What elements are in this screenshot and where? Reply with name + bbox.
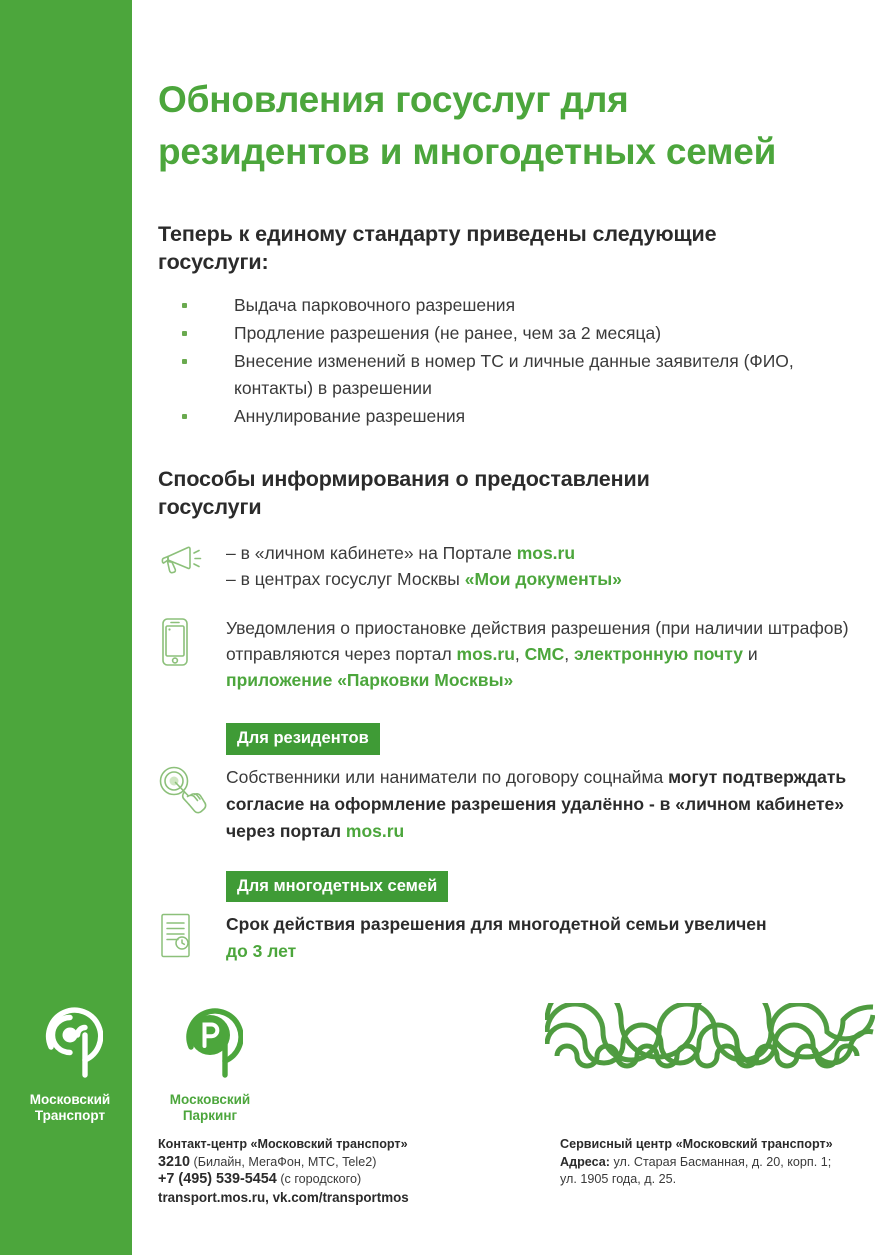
residents-text-bold: могут подтверждать согласие на оформление разрешения удалённо - в «личном кабинете» через портал bbox=[226, 766, 847, 841]
hand-tap-icon bbox=[158, 763, 226, 821]
contact-short-number[interactable]: 3210 bbox=[158, 1153, 191, 1170]
contact-phone[interactable]: +7 (495) 539-5454 bbox=[158, 1171, 277, 1187]
smartphone-icon bbox=[158, 614, 226, 668]
families-text-bold: Срок действия разрешения для многодетной семьи увеличен bbox=[226, 914, 767, 934]
address-line-1: ул. Старая Басманная, д. 20, корп. 1; bbox=[609, 1154, 832, 1169]
megaphone-icon bbox=[158, 539, 226, 583]
channel-line-2-prefix: – в центрах госуслуг Москвы bbox=[226, 569, 465, 589]
services-heading: Теперь к единому стандарту приведены следующие госуслуги: bbox=[158, 222, 717, 274]
mosru-link[interactable]: mos.ru bbox=[456, 644, 515, 664]
residents-text bbox=[226, 763, 858, 845]
logo-parking-line1: Московский bbox=[169, 1092, 251, 1107]
address-label: Адреса: bbox=[560, 1154, 610, 1169]
logo-parking-line2: Паркинг bbox=[182, 1108, 238, 1123]
contact-urls[interactable]: transport.mos.ru, vk.com/transportmos bbox=[158, 1189, 409, 1205]
email-link[interactable]: электронную почту bbox=[574, 644, 743, 664]
families-duration: до 3 лет bbox=[226, 941, 297, 961]
list-item: Выдача парковочного разрешения bbox=[158, 292, 858, 319]
notifications-text bbox=[226, 614, 858, 693]
residents-badge-wrap bbox=[158, 723, 858, 755]
families-text bbox=[226, 910, 767, 965]
address-line-2: ул. 1905 года, д. 25. bbox=[560, 1172, 677, 1186]
moscow-parking-logo bbox=[177, 1005, 243, 1081]
families-badge-wrap bbox=[158, 871, 858, 903]
notifications-row bbox=[158, 592, 858, 693]
moscow-transport-logo-block bbox=[22, 1005, 118, 1124]
status-badge-residents: Для резидентов bbox=[226, 723, 380, 755]
contact-center-title: Контакт-центр «Московский транспорт» bbox=[158, 1137, 408, 1151]
service-center-title: Сервисный центр «Московский транспорт» bbox=[560, 1137, 833, 1151]
channel-line-1-prefix: – в «личном кабинете» на Портале bbox=[226, 543, 517, 563]
informing-channels-row bbox=[158, 521, 858, 592]
status-badge-families: Для многодетных семей bbox=[226, 871, 448, 903]
informing-heading: Способы информирования о предоставлении госуслуги bbox=[158, 467, 650, 519]
residents-text-normal: Собственники или наниматели по договору соцнайма bbox=[226, 766, 669, 787]
logo-transport-line2: Транспорт bbox=[34, 1108, 106, 1123]
contact-phone-note: (с городского) bbox=[276, 1172, 362, 1186]
contacts-left bbox=[158, 1136, 508, 1206]
notifications-sep2: , bbox=[564, 644, 574, 664]
families-row bbox=[158, 902, 858, 965]
list-item: Внесение изменений в номер ТС и личные данные заявителя (ФИО, контакты) в разрешении bbox=[158, 348, 858, 402]
sms-link[interactable]: СМС bbox=[524, 644, 565, 664]
list-item: Аннулирование разрешения bbox=[158, 403, 858, 430]
content-column bbox=[158, 0, 858, 965]
mosru-link[interactable]: mos.ru bbox=[345, 820, 405, 841]
parking-app-link[interactable]: приложение «Парковки Москвы» bbox=[226, 670, 514, 690]
services-bullet-list bbox=[158, 276, 858, 430]
logo-transport-line1: Московский bbox=[29, 1092, 111, 1107]
notifications-sep3: и bbox=[742, 644, 758, 664]
list-item: Продление разрешения (не ранее, чем за 2 месяца) bbox=[158, 320, 858, 347]
page-title: Обновления госуслуг для резидентов и многодетных семей bbox=[158, 79, 777, 172]
residents-row bbox=[158, 755, 858, 845]
mosru-link[interactable]: mos.ru bbox=[516, 543, 576, 563]
moscow-transport-logo bbox=[37, 1005, 103, 1081]
document-clock-icon bbox=[158, 910, 226, 960]
notifications-text-part1: Уведомления о приостановке действия разрешения (при наличии штрафов) отправляются через портал bbox=[226, 618, 849, 664]
notifications-sep1: , bbox=[514, 644, 525, 664]
wave-pattern bbox=[545, 1003, 875, 1085]
moscow-parking-logo-block bbox=[158, 1005, 262, 1124]
contact-operators: (Билайн, МегаФон, МТС, Tele2) bbox=[190, 1154, 377, 1169]
my-documents-link[interactable]: «Мои документы» bbox=[464, 569, 622, 589]
contacts-right bbox=[560, 1136, 880, 1189]
informing-channels-text bbox=[226, 539, 622, 592]
